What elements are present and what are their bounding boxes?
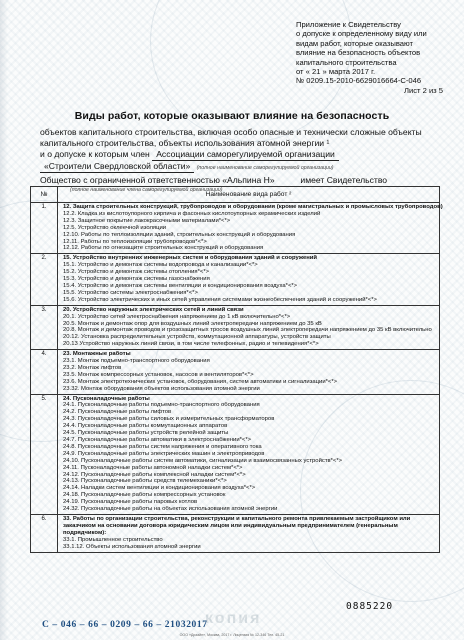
row-number: 6. [31,515,58,552]
work-type-item: 24.19. Пусконаладочные работы паровых котлов [63,499,198,506]
work-type-item: 12.2. Кладка из кислотоупорного кирпича и фасонных кислотоупорных керамических изделий [63,210,321,217]
work-type-item: 24.9. Пусконаладочные работы электрических машин и электроприводов [63,450,265,457]
intro-prefix: и о допуске к которым член [40,149,150,159]
printer-footer: ООО «Дизайн», Москва, 2017 г. Лицензия № 12-346 Тел. 45-21 [179,633,285,637]
intro-paragraph [40,127,440,193]
work-type-item: 24.3. Пусконаладочные работы силовых и измерительных трансформаторов [63,416,275,423]
intro-tail: имеет Свидетельство [300,175,388,185]
sro-name-caption: (полное наименование саморегулируемой организации) [196,165,334,171]
intro-line [40,149,440,161]
row-content [58,395,439,514]
work-type-item: 15.1. Устройство и демонтаж системы водопровода и канализации*<*> [63,262,258,269]
registration-number: С – 046 – 66 – 0209 – 66 – 21032017 [42,620,208,630]
work-type-item: 24.7. Пусконаладочные работы автоматики в электроснабжении*<*> [63,437,252,443]
work-type-item: 24.14. Наладки систем вентиляции и кондиционирования воздуха*<*> [63,485,256,492]
work-type-item: 15.5. Устройство системы электроснабжения*<*> [63,289,198,296]
work-type-item: 12.12. Работы по огнезащите строительных конструкций и оборудования [63,245,264,252]
work-type-item: 12.11. Работы по теплоизоляции трубопроводов*<*> [63,238,207,245]
serial-number: 0885220 [346,601,394,612]
column-name-header: Наименование вида работ ² [205,191,292,198]
work-type-item: 24.8. Пусконаладочные работы систем напряжения и оперативного тока [63,443,262,450]
appendix-line: капитального строительства [296,57,397,67]
work-type-item: 12.5. Устройство оклеечной изоляции [63,224,167,231]
work-group-heading: 12. Защита строительных конструкций, трубопроводов и оборудования (кроме магистральных и промысловых трубопроводов) [63,204,443,210]
work-type-item: 24.5. Пусконаладочные работы устройств релейной защиты [63,430,229,437]
column-number-header: № [31,187,58,202]
work-type-item: 15.6. Устройство электрических и иных сетей управления системами жизнеобеспечения зданий и сооружений*<*> [63,296,377,303]
document-title: Виды работ, которые оказывают влияние на безопасность [74,110,390,122]
work-type-item: 24.1. Пусконаладочные работы подъемно-транспортного оборудования [63,402,260,409]
work-type-item: 23.6. Монтаж электротехнических установок, оборудования, систем автоматики и сигнализации*<*> [63,378,338,385]
work-type-item: 20.5. Монтаж и демонтаж опор для воздушных линий электропередачи напряжением до 35 кВ [63,320,322,327]
work-type-item: 20.13 Устройство наружных линий связи, в том числе телефонных, радио и телевидения*<*> [63,341,319,348]
sro-name-quoted: «Строители Свердловской области» [40,161,194,173]
work-type-item: 12.10. Работы по теплоизоляции зданий, строительных конструкций и оборудования [63,231,296,238]
work-type-item: 12.3. Защитное покрытие лакокрасочными материалами*<*> [63,217,231,224]
row-number: 1. [31,203,58,253]
work-type-item: 24.10. Пусконаладочные работы систем автоматики, сигнализации и взаимосвязанных устройств*<*> [63,457,343,464]
row-number: 5. [31,395,58,514]
intro-line [40,161,440,173]
row-content [58,350,439,393]
work-type-item: 23.1. Монтаж подъемно-транспортного оборудования [63,358,210,365]
appendix-line: влияние на безопасность объектов [296,48,421,58]
work-group-heading: 15. Устройство внутренних инженерных систем и оборудования зданий и сооружений [63,255,318,262]
intro-line: капитального строительства, объекты использования атомной энергии ¹ [40,138,330,148]
copy-watermark: копия [205,610,262,627]
row-number: 2. [31,254,58,304]
work-type-item: 33.1.12. Объекты использования атомной энергии [63,543,201,550]
work-type-item: 20.12. Установка распределительных устройств, коммутационной аппаратуры, устройств защиты [63,334,331,341]
work-group-heading: 23. Монтажные работы [63,351,131,358]
work-type-item: 15.3. Устройство и демонтаж системы газоснабжения [63,276,210,283]
row-content [58,306,439,349]
work-type-item: 15.2. Устройство и демонтаж системы отопления*<*> [63,269,210,276]
row-number: 3. [31,306,58,349]
work-type-item: 24.12. Пусконаладочные работы комплексной наладки систем*<*> [63,471,246,478]
sro-name: Ассоциации саморегулируемой организации [152,149,339,161]
sheet-number: Лист 2 из 5 [404,85,443,95]
work-type-item: 20.1. Устройство сетей электроснабжения напряжением до 1 кВ включительно*<*> [63,313,291,320]
member-name-caption: (полное наименование члена саморегулируемой организации) [70,187,223,193]
work-type-item: 23.5. Монтаж компрессорных установок, насосов и вентиляторов*<*> [63,371,254,378]
appendix-line: № 0209.15-2010-6629016664-С-046 [296,76,422,86]
row-content [58,515,439,552]
table-row [31,395,439,515]
work-type-item: 23.32. Монтаж оборудования объектов использования атомной энергии [63,385,260,392]
row-content [58,254,439,304]
member-name: Общество с ограниченной ответственностью «Альпина Н» [40,175,280,187]
work-types-table [30,186,443,553]
work-group-heading: 24. Пусконаладочные работы [63,395,150,402]
appendix-line: о допуске к определенному виду или [296,29,427,39]
intro-line: объектов капитального строительства, включая особо опасные и технически сложные объекты [40,127,422,137]
table-row [31,350,439,394]
work-type-item: 24.11. Пусконаладочные работы автономной наладки систем*<*> [63,464,243,471]
table-row [31,306,439,350]
work-type-item: 23.2. Монтаж лифтов [63,364,122,371]
row-content [58,203,446,253]
table-row [31,515,439,552]
work-type-item: 24.32. Пусконаладочные работы на объектах использования атомной энергии [63,506,278,513]
work-group-heading: 33. Работы по организации строительства, реконструкции и капитального ремонта привлекаемым застройщиком или заказчиком на основании договора юридическим лицом или индивидуальным предпринимателем (генеральным подрядчиком): [63,515,411,536]
work-type-item: 20.8. Монтаж и демонтаж проводов и грозозащитных тросов воздушных линий электропередачи напряжением до 35 кВ включительно [63,327,432,334]
work-type-item: 24.2. Пусконаладочные работы лифтов [63,409,172,416]
table-body [31,203,443,552]
table-header [31,187,439,203]
work-type-item: 24.13. Пусконаладочные работы средств телемеханики*<*> [63,478,227,485]
work-type-item: 24.18. Пусконаладочные работы компрессорных установок [63,492,226,499]
row-number: 4. [31,350,58,393]
appendix-line: видам работ, которые оказывают [296,38,414,48]
appendix-header [296,20,461,95]
table-row [31,203,443,254]
appendix-line: от « 21 » марта 2017 г. [296,67,376,77]
work-type-item: 33.1. Промышленное строительство [63,536,163,543]
appendix-line: Приложение к Свидетельству [296,20,401,29]
work-type-item: 24.4. Пусконаладочные работы коммутационных аппаратов [63,423,228,430]
table-row [31,254,439,305]
work-type-item: 15.4. Устройство и демонтаж системы вентиляции и кондиционирования воздуха*<*> [63,282,298,289]
work-group-heading: 20. Устройство наружных электрических сетей и линий связи [63,306,244,313]
